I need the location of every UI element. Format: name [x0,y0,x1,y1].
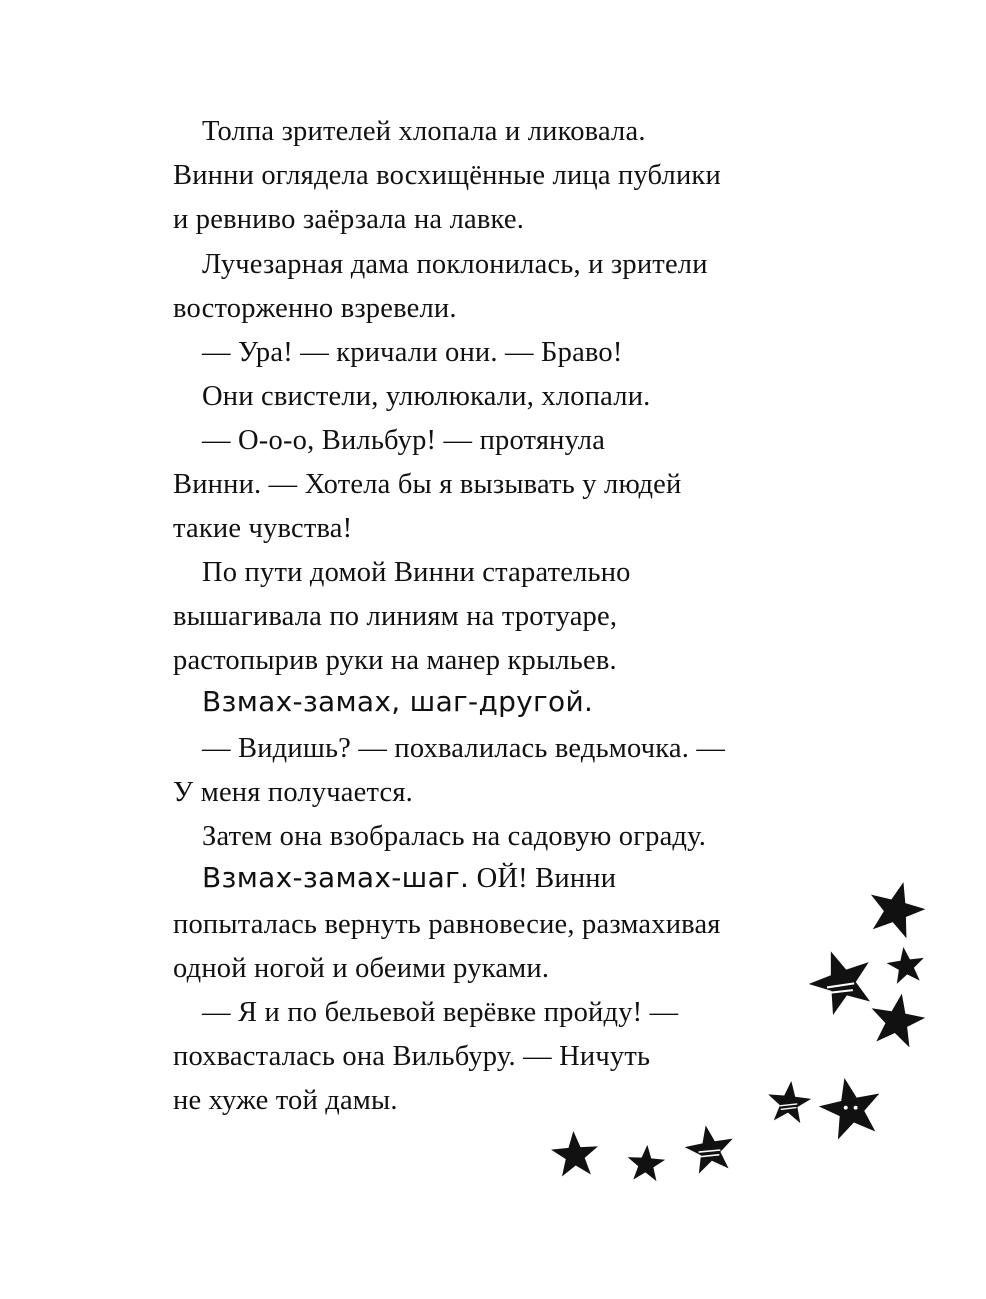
text-line: Винни оглядела восхищённые лица публики [173,160,721,191]
text-line: не хуже той дамы. [173,1085,398,1116]
text-line: одной ногой и обеими руками. [173,953,550,984]
star-icon [684,1124,736,1176]
text-line: У меня получается. [173,777,413,808]
text-line: — О-о-о, Вильбур! — протянула [202,425,606,456]
star-icon [818,1076,884,1142]
text-line: вышагивала по линиям на тротуаре, [173,601,618,632]
text-line: — Видишь? — похвалилась ведьмочка. — [202,733,726,764]
text-line: такие чувства! [173,513,353,544]
star-icon [550,1130,600,1180]
text-line: растопырив руки на манер крыльев. [173,645,617,676]
star-icon [868,992,926,1050]
text-phrase: ОЙ! Винни [469,863,617,894]
text-line: восторженно взревели. [173,293,457,324]
handwritten-phrase: Взмах-замах-шаг. [202,861,470,894]
text-line-mixed [202,858,616,899]
text-line: Толпа зрителей хлопала и ликовала. [202,116,646,147]
text-line: и ревниво заёрзала на лавке. [173,204,525,235]
text-line: По пути домой Винни старательно [202,557,631,588]
text-line: Винни. — Хотела бы я вызывать у людей [173,469,682,500]
star-icon [866,880,926,940]
star-icon [886,946,926,986]
handwritten-line: Взмах-замах, шаг-другой. [202,685,594,718]
text-line: Лучезарная дама поклонилась, и зрители [202,249,708,280]
text-line: похвасталась она Вильбуру. — Ничуть [173,1041,651,1072]
text-line: попыталась вернуть равновесие, размахивая [173,909,721,940]
text-line: Затем она взобралась на садовую ограду. [202,821,707,852]
star-icon [808,948,876,1016]
text-line: — Я и по бельевой верёвке пройду! — [202,997,679,1028]
star-icon [626,1144,666,1184]
text-line: — Ура! — кричали они. — Браво! [202,337,623,368]
text-line: Они свистели, улюлюкали, хлопали. [202,381,651,412]
star-icon [766,1080,812,1126]
